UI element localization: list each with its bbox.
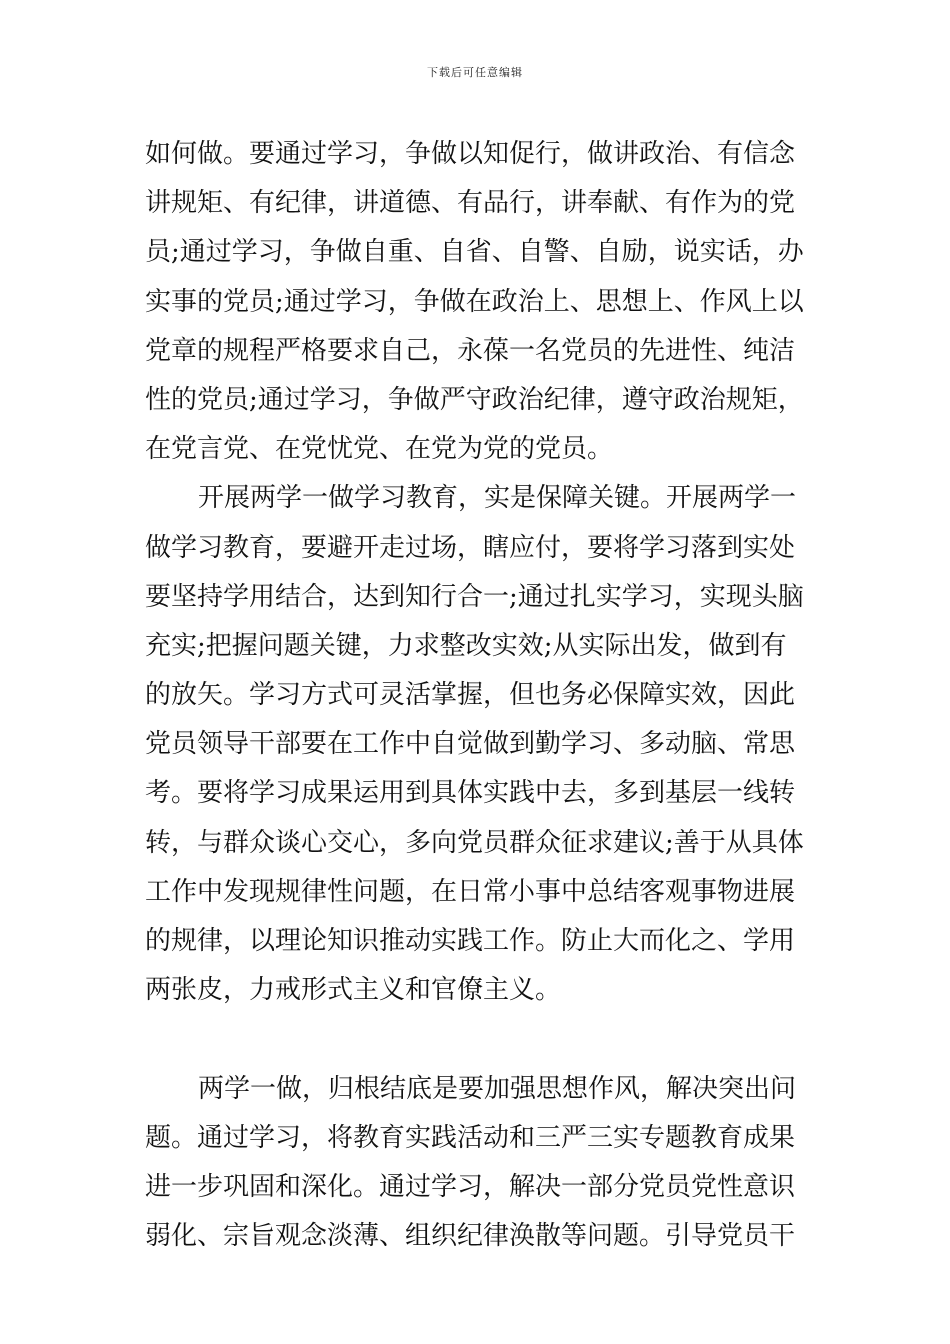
paragraph-3: [145, 1065, 810, 1262]
paragraph-1: [145, 130, 810, 474]
header-note: 下载后可任意编辑: [427, 66, 523, 79]
text-line: 在党言党、在党忧党、在党为党的党员。: [145, 434, 614, 465]
text-line: [145, 1015, 810, 1064]
text-line: 性的党员;通过学习，争做严守政治纪律，遵守政治规矩，: [145, 384, 804, 415]
text-line: 党章的规程严格要求自己，永葆一名党员的先进性、纯洁: [145, 335, 796, 366]
text-line: 要坚持学用结合，达到知行合一;通过扎实学习，实现头脑: [145, 581, 804, 612]
text-line: 的规律，以理论知识推动实践工作。防止大而化之、学用: [145, 926, 796, 956]
text-line: 考。要将学习成果运用到具体实践中去，多到基层一线转: [145, 778, 796, 809]
text-line: 两张皮，力戒形式主义和官僚主义。: [145, 975, 562, 1006]
text-line: 题。通过学习，将教育实践活动和三严三实专题教育成果: [145, 1122, 796, 1153]
text-line: 两学一做，归根结底是要加强思想作风，解决突出问: [198, 1073, 797, 1104]
text-line: 做学习教育，要避开走过场，瞎应付，要将学习落到实处: [145, 532, 796, 563]
text-line: 讲规矩、有纪律，讲道德、有品行，讲奉献、有作为的党: [145, 188, 796, 219]
text-line: 工作中发现规律性问题，在日常小事中总结客观事物进展: [145, 876, 796, 907]
body-text: [145, 130, 810, 1261]
text-line: 实事的党员;通过学习，争做在政治上、思想上、作风上以: [145, 286, 804, 317]
text-line: 的放矢。学习方式可灵活掌握，但也务必保障实效，因此: [145, 680, 796, 711]
text-line: 充实;把握问题关键，力求整改实效;从实际出发，做到有: [145, 630, 787, 661]
text-line: 如何做。要通过学习，争做以知促行，做讲政治、有信念: [145, 139, 796, 169]
text-line: 员;通过学习，争做自重、自省、自警、自励，说实话，办: [145, 237, 804, 268]
text-line: 党员领导干部要在工作中自觉做到勤学习、多动脑、常思: [145, 729, 796, 760]
text-line: 进一步巩固和深化。通过学习，解决一部分党员党性意识: [145, 1171, 796, 1202]
paragraph-2: [145, 474, 810, 1064]
text-line: 弱化、宗旨观念淡薄、组织纪律涣散等问题。引导党员干: [145, 1221, 796, 1252]
text-line: 转，与群众谈心交心，多向党员群众征求建议;善于从具体: [145, 827, 804, 858]
text-line: 开展两学一做学习教育，实是保障关键。开展两学一: [198, 483, 797, 514]
